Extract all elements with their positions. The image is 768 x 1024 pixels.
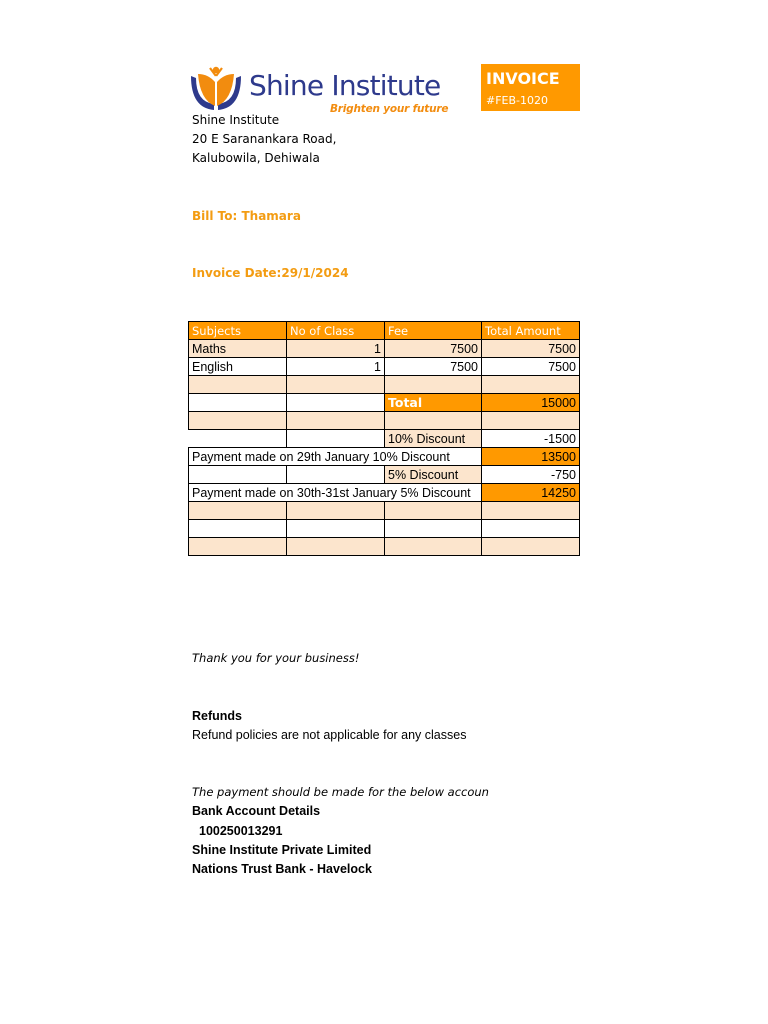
empty-cell — [287, 466, 385, 484]
open-book-icon — [188, 64, 244, 114]
bill-to: Bill To: Thamara — [192, 209, 301, 223]
empty-cell — [385, 376, 482, 394]
empty-cell — [287, 394, 385, 412]
address-line-1: Shine Institute — [192, 113, 280, 127]
empty-cell — [287, 430, 385, 448]
empty-cell — [385, 538, 482, 556]
cell-fee: 7500 — [385, 358, 482, 376]
invoice-title: INVOICE — [486, 69, 560, 88]
empty-cell — [189, 502, 287, 520]
refunds-text: Refund policies are not applicable for any classes — [192, 728, 467, 742]
total-value: 15000 — [482, 394, 580, 412]
invoice-number: #FEB-1020 — [486, 94, 549, 107]
empty-cell — [189, 520, 287, 538]
discount-10-row — [189, 430, 580, 448]
bank-details-title: Bank Account Details — [192, 804, 321, 818]
payment-30-label: Payment made on 30th-31st January 5% Discount — [189, 484, 482, 502]
invoice-date: Invoice Date:29/1/2024 — [192, 266, 349, 280]
empty-cell — [189, 466, 287, 484]
thank-you-note: Thank you for your business! — [192, 651, 360, 665]
refunds-title: Refunds — [192, 709, 242, 723]
cell-total: 7500 — [482, 340, 580, 358]
brand-name: Shine Institute — [249, 69, 441, 102]
empty-cell — [385, 502, 482, 520]
bank-name: Nations Trust Bank - Havelock — [192, 862, 372, 876]
empty-cell — [482, 376, 580, 394]
empty-cell — [287, 520, 385, 538]
empty-cell — [385, 412, 482, 430]
fee-table — [188, 321, 580, 556]
discount-10-label: 10% Discount — [385, 430, 482, 448]
address-line-3: Kalubowila, Dehiwala — [192, 151, 320, 165]
empty-cell — [287, 502, 385, 520]
empty-cell — [189, 412, 287, 430]
invoice-badge — [481, 64, 580, 111]
table-row — [189, 340, 580, 358]
empty-cell — [482, 412, 580, 430]
total-row — [189, 394, 580, 412]
table-row-empty — [189, 538, 580, 556]
header-fee: Fee — [385, 322, 482, 340]
table-row-empty — [189, 376, 580, 394]
empty-cell — [287, 376, 385, 394]
empty-cell — [482, 538, 580, 556]
discount-5-label: 5% Discount — [385, 466, 482, 484]
cell-total: 7500 — [482, 358, 580, 376]
shine-institute-logo — [188, 64, 449, 115]
brand-tagline: Brighten your future — [330, 103, 449, 115]
cell-subject: English — [189, 358, 287, 376]
header-subjects: Subjects — [189, 322, 287, 340]
discount-5-row — [189, 466, 580, 484]
payment-29-row — [189, 448, 580, 466]
payment-30-row — [189, 484, 580, 502]
empty-cell — [482, 520, 580, 538]
empty-cell — [189, 376, 287, 394]
cell-subject: Maths — [189, 340, 287, 358]
bank-account-number: 100250013291 — [199, 824, 283, 838]
discount-10-value: -1500 — [482, 430, 580, 448]
table-row-empty — [189, 520, 580, 538]
address-line-2: 20 E Saranankara Road, — [192, 132, 337, 146]
empty-cell — [482, 502, 580, 520]
table-row — [189, 358, 580, 376]
discount-5-value: -750 — [482, 466, 580, 484]
empty-cell — [287, 538, 385, 556]
header-no-of-class: No of Class — [287, 322, 385, 340]
empty-cell — [287, 412, 385, 430]
empty-cell — [189, 430, 287, 448]
empty-cell — [189, 394, 287, 412]
cell-classes: 1 — [287, 358, 385, 376]
table-header-row — [189, 322, 580, 340]
bank-account-holder: Shine Institute Private Limited — [192, 843, 372, 857]
table-row-empty — [189, 502, 580, 520]
payment-30-value: 14250 — [482, 484, 580, 502]
cell-classes: 1 — [287, 340, 385, 358]
payment-29-value: 13500 — [482, 448, 580, 466]
empty-cell — [189, 538, 287, 556]
total-label: Total — [385, 394, 482, 412]
table-row-empty — [189, 412, 580, 430]
cell-fee: 7500 — [385, 340, 482, 358]
payment-29-label: Payment made on 29th January 10% Discount — [189, 448, 482, 466]
empty-cell — [385, 520, 482, 538]
payment-note: The payment should be made for the below accoun — [192, 785, 489, 799]
header-total-amount: Total Amount — [482, 322, 580, 340]
